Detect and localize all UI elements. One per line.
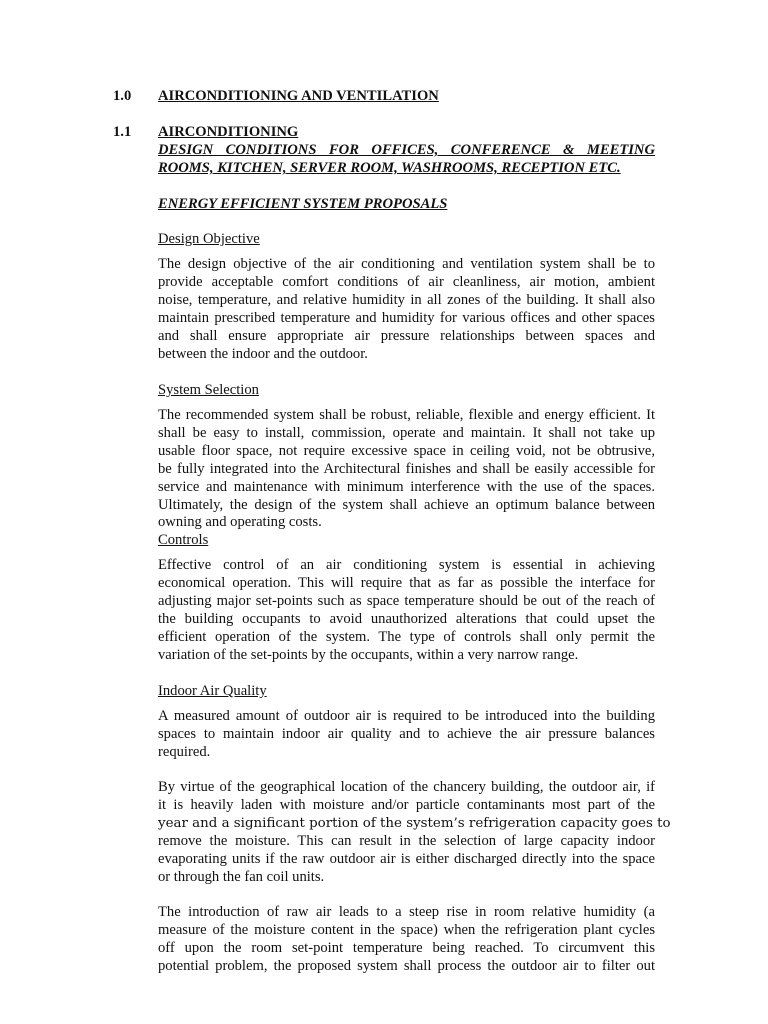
text-line: Effective control of an air conditioning system is essential in achieving <box>158 557 655 573</box>
text-line: noise, temperature, and relative humidity in all zones of the building. It shall also <box>158 291 655 308</box>
text-line: The recommended system shall be robust, reliable, flexible and energy efficient. It <box>158 407 655 423</box>
text-line: adjusting major set-points such as space temperature should be out of the reach of <box>158 592 655 609</box>
indoor-air-quality-paragraph-1 <box>158 708 655 762</box>
indoor-air-quality-title: Indoor Air Quality <box>158 683 267 699</box>
design-objective-title: Design Objective <box>158 231 260 247</box>
proposals-heading: ENERGY EFFICIENT SYSTEM PROPOSALS <box>158 196 448 212</box>
section-1-0-heading <box>113 87 439 105</box>
text-line: off upon the room set-point temperature being reached. To circumvent this <box>158 939 655 956</box>
design-objective-paragraph <box>158 256 655 363</box>
indoor-air-quality-paragraph-2 <box>158 779 671 886</box>
system-selection-title: System Selection <box>158 382 259 398</box>
indoor-air-quality-paragraph-3 <box>158 904 655 976</box>
text-line: Ultimately, the design of the system shall achieve an optimum balance between <box>158 496 655 513</box>
text-line: year and a significant portion of the system’s refrigeration capacity goes to <box>158 815 671 831</box>
text-line: A measured amount of outdoor air is required to be introduced into the building <box>158 708 655 724</box>
text-line: provide acceptable comfort conditions of air cleanliness, air motion, ambient <box>158 273 655 290</box>
section-title: AIRCONDITIONING <box>158 124 299 140</box>
text-line: service and maintenance with minimum interference with the use of the spaces. <box>158 478 655 495</box>
section-number: 1.1 <box>113 124 132 140</box>
text-line: it is heavily laden with moisture and/or particle contaminants most part of the <box>158 796 655 813</box>
controls-title: Controls <box>158 532 209 548</box>
text-line: and shall ensure appropriate air pressure relationships between spaces and <box>158 327 655 344</box>
system-selection-paragraph <box>158 407 655 532</box>
text-line: maintain prescribed temperature and humidity for various offices and other spaces <box>158 309 655 326</box>
design-conditions-heading <box>158 141 655 177</box>
text-line: potential problem, the proposed system shall process the outdoor air to filter out <box>158 957 655 974</box>
text-line: be fully integrated into the Architectural finishes and shall be easily accessible for <box>158 460 655 477</box>
text-line: usable floor space, not require excessive space in ceiling void, not be obtrusive, <box>158 442 655 459</box>
text-line: remove the moisture. This can result in the selection of large capacity indoor <box>158 832 655 849</box>
text-line: measure of the moisture content in the space) when the refrigeration plant cycles <box>158 921 655 938</box>
section-title: AIRCONDITIONING AND VENTILATION <box>158 88 439 104</box>
text-line: economical operation. This will require that as far as possible the interface for <box>158 574 655 591</box>
text-line: required. <box>158 743 211 760</box>
text-line: between the indoor and the outdoor. <box>158 345 368 362</box>
text-line: The design objective of the air conditioning and ventilation system shall be to <box>158 256 655 272</box>
text-line: owning and operating costs. <box>158 514 322 531</box>
text-line: evaporating units if the raw outdoor air is either discharged directly into the space <box>158 850 655 867</box>
text-line: variation of the set-points by the occupants, within a very narrow range. <box>158 646 579 663</box>
text-line: efficient operation of the system. The type of controls shall only permit the <box>158 628 655 645</box>
text-line: shall be easy to install, commission, operate and maintain. It shall not take up <box>158 424 655 441</box>
heading-line: ROOMS, KITCHEN, SERVER ROOM, WASHROOMS, RECEPTION ETC. <box>158 160 621 176</box>
heading-line: DESIGN CONDITIONS FOR OFFICES, CONFERENCE & MEETING <box>158 142 655 158</box>
text-line: or through the fan coil units. <box>158 868 325 885</box>
section-number: 1.0 <box>113 88 132 104</box>
text-line: spaces to maintain indoor air quality and to achieve the air pressure balances <box>158 725 655 742</box>
section-1-1-heading <box>113 123 298 141</box>
text-line: the building occupants to avoid unauthorized alterations that could upset the <box>158 610 655 627</box>
text-line: The introduction of raw air leads to a steep rise in room relative humidity (a <box>158 904 655 920</box>
text-line: By virtue of the geographical location of the chancery building, the outdoor air, if <box>158 779 655 795</box>
controls-paragraph <box>158 557 655 664</box>
